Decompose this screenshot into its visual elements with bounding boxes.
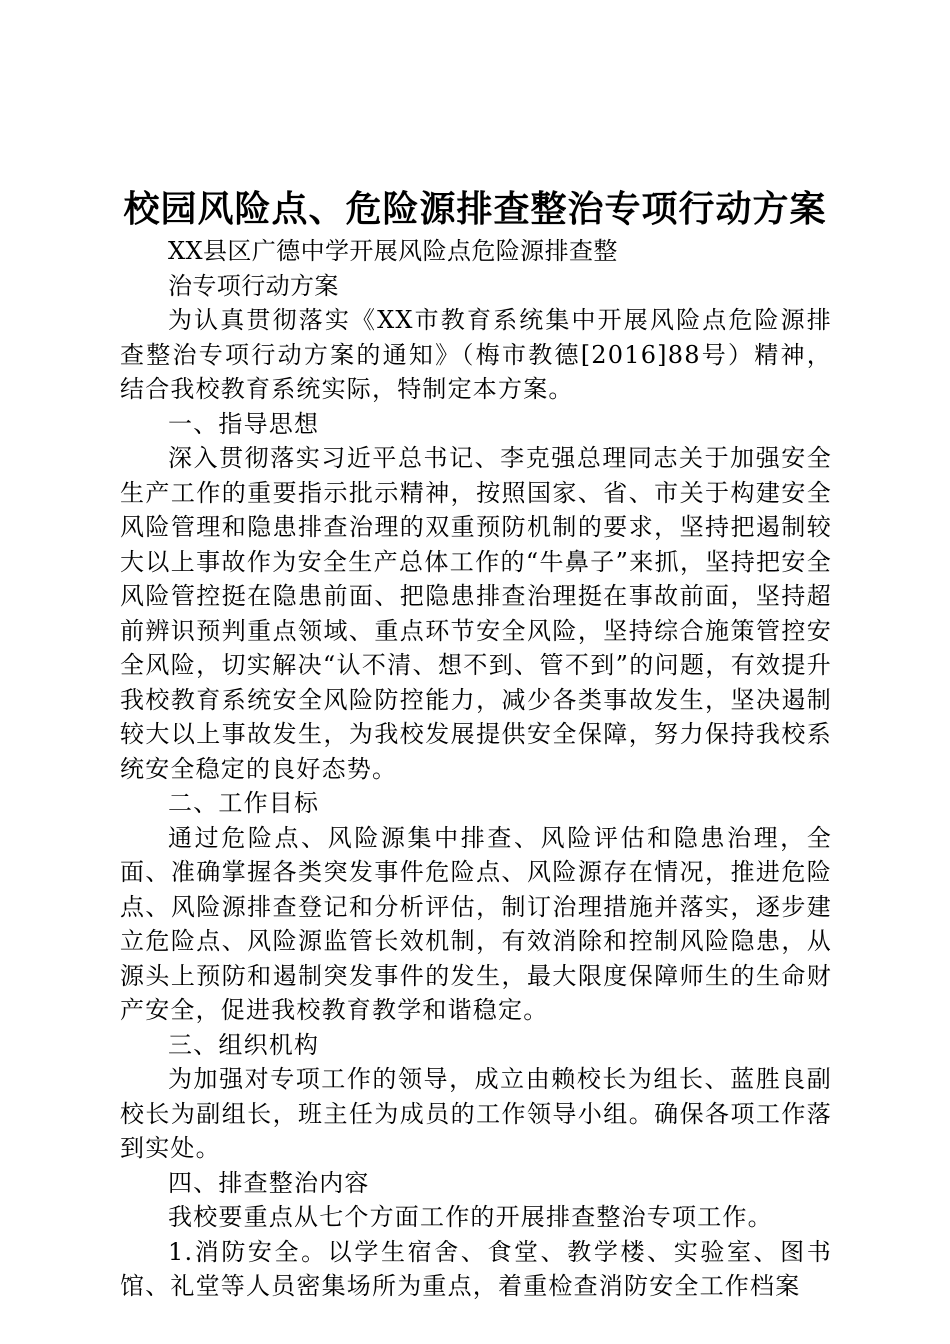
fire-safety-paragraph: 1.消防安全。以学生宿舍、食堂、教学楼、实验室、图书馆、礼堂等人员密集场所为重点，着重检查消防安全工作档案 <box>120 1237 832 1300</box>
section-heading-organization: 三、组织机构 <box>168 1030 320 1059</box>
section-heading-work-goals: 二、工作目标 <box>168 789 320 817</box>
document-body <box>120 234 832 1304</box>
work-goals-paragraph: 通过危险点、风险源集中排查、风险评估和隐患治理，全面、准确掌握各类突发事件危险点、风险源存在情况，推进危险点、风险源排查登记和分析评估，制订治理措施并落实，逐步建立危险点、风险源监管长效机制，有效消除和控制风险隐患，从源头上预防和遏制突发事件的发生，最大限度保障师生的生命财产安全，促进我校教育教学和谐稳定。 <box>120 823 832 1024</box>
subtitle-line-2: 治专项行动方案 <box>168 271 339 300</box>
guiding-ideology-paragraph: 深入贯彻落实习近平总书记、李克强总理同志关于加强安全生产工作的重要指示批示精神，按照国家、省、市关于构建安全风险管理和隐患排查治理的双重预防机制的要求，坚持把遏制较大以上事故作为安全生产总体工作的“牛鼻子”来抓，坚持把安全风险管控挺在隐患前面、把隐患排查治理挺在事故前面，坚持超前辨识预判重点领域、重点环节安全风险，坚持综合施策管控安全风险，切实解决“认不清、想不到、管不到”的问题，有效提升我校教育系统安全风险防控能力，减少各类事故发生，坚决遏制较大以上事故发生，为我校发展提供安全保障，努力保持我校系统安全稳定的良好态势。 <box>120 444 832 783</box>
intro-paragraph: 为认真贯彻落实《XX市教育系统集中开展风险点危险源排查整治专项行动方案的通知》（梅市教德[2016]88号）精神，结合我校教育系统实际，特制定本方案。 <box>120 306 832 403</box>
section-heading-guiding-ideology: 一、指导思想 <box>168 409 320 438</box>
organization-paragraph: 为加强对专项工作的领导，成立由赖校长为组长、蓝胜良副校长为副组长，班主任为成员的工作领导小组。确保各项工作落到实处。 <box>120 1065 832 1162</box>
section-heading-inspection-content: 四、排查整治内容 <box>168 1168 370 1197</box>
inspection-intro-paragraph: 我校要重点从七个方面工作的开展排查整治专项工作。 <box>168 1203 773 1231</box>
subtitle-line-1: XX县区广德中学开展风险点危险源排查整 <box>168 237 618 265</box>
document-title: 校园风险点、危险源排查整治专项行动方案 <box>123 188 827 230</box>
